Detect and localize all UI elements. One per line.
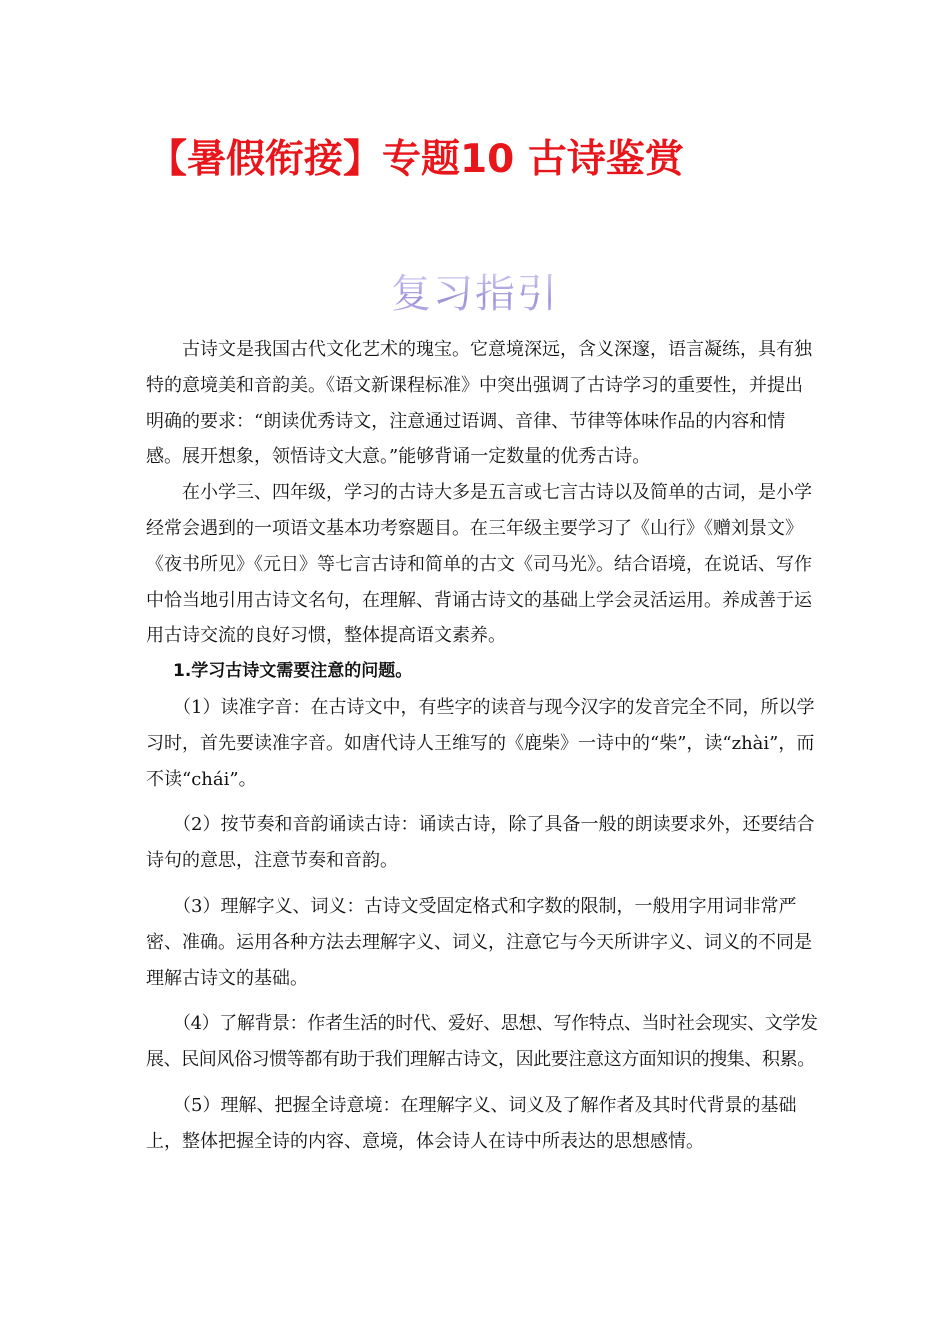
section-heading: 1.学习古诗文需要注意的问题。 — [173, 661, 413, 682]
list-item-4: （4）了解背景：作者生活的时代、爱好、思想、写作特点、当时社会现实、文学发展、民间风俗习惯等都有助于我们理解古诗文，因此要注意这方面知识的搜集、积累。 — [146, 1013, 818, 1071]
intro-paragraph-1: 古诗文是我国古代文化艺术的瑰宝。它意境深远，含义深邃，语言凝练，具有独特的意境美和音韵美。《语文新课程标准》中突出强调了古诗学习的重要性，并提出明确的要求：“朗读优秀诗文，注意通过语调、音律、节律等体味作品的内容和情感。展开想象，领悟诗文大意。”能够背诵一定数量的优秀古诗。 — [146, 339, 812, 468]
list-item-3: （3）理解字义、词义：古诗文受固定格式和字数的限制，一般用字用词非常严密、准确。运用各种方法去理解字义、词义，注意它与今天所讲字义、词义的不同是理解古诗文的基础。 — [146, 895, 812, 989]
list-item-1: （1）读准字音：在古诗文中，有些字的读音与现今汉字的发音完全不同，所以学习时，首先要读准字音。如唐代诗人王维写的《鹿柴》一诗中的“柴”，读“zhài”，而不读“chái”。 — [146, 696, 815, 790]
document-title: 【暑假衔接】专题10 古诗鉴赏 — [148, 137, 684, 182]
intro-paragraph-2: 在小学三、四年级，学习的古诗大多是五言或七言古诗以及简单的古词，是小学经常会遇到的一项语文基本功考察题目。在三年级主要学习了《山行》《赠刘景文》《夜书所见》《元日》等七言古诗和简单的古文《司马光》。结合语境，在说话、写作中恰当地引用古诗文名句，在理解、背诵古诗文的基础上学会灵活运用。养成善于运用古诗交流的良好习惯，整体提高语文素养。 — [146, 482, 812, 647]
list-item-5: （5）理解、把握全诗意境：在理解字义、词义及了解作者及其时代背景的基础上，整体把握全诗的内容、意境，体会诗人在诗中所表达的思想感情。 — [146, 1094, 797, 1152]
document-body — [146, 332, 818, 1160]
list-item-2: （2）按节奏和音韵诵读古诗：诵读古诗，除了具备一般的朗读要求外，还要结合诗句的意思，注意节奏和音韵。 — [146, 814, 815, 872]
section-subtitle: 复习指引 — [0, 266, 950, 322]
